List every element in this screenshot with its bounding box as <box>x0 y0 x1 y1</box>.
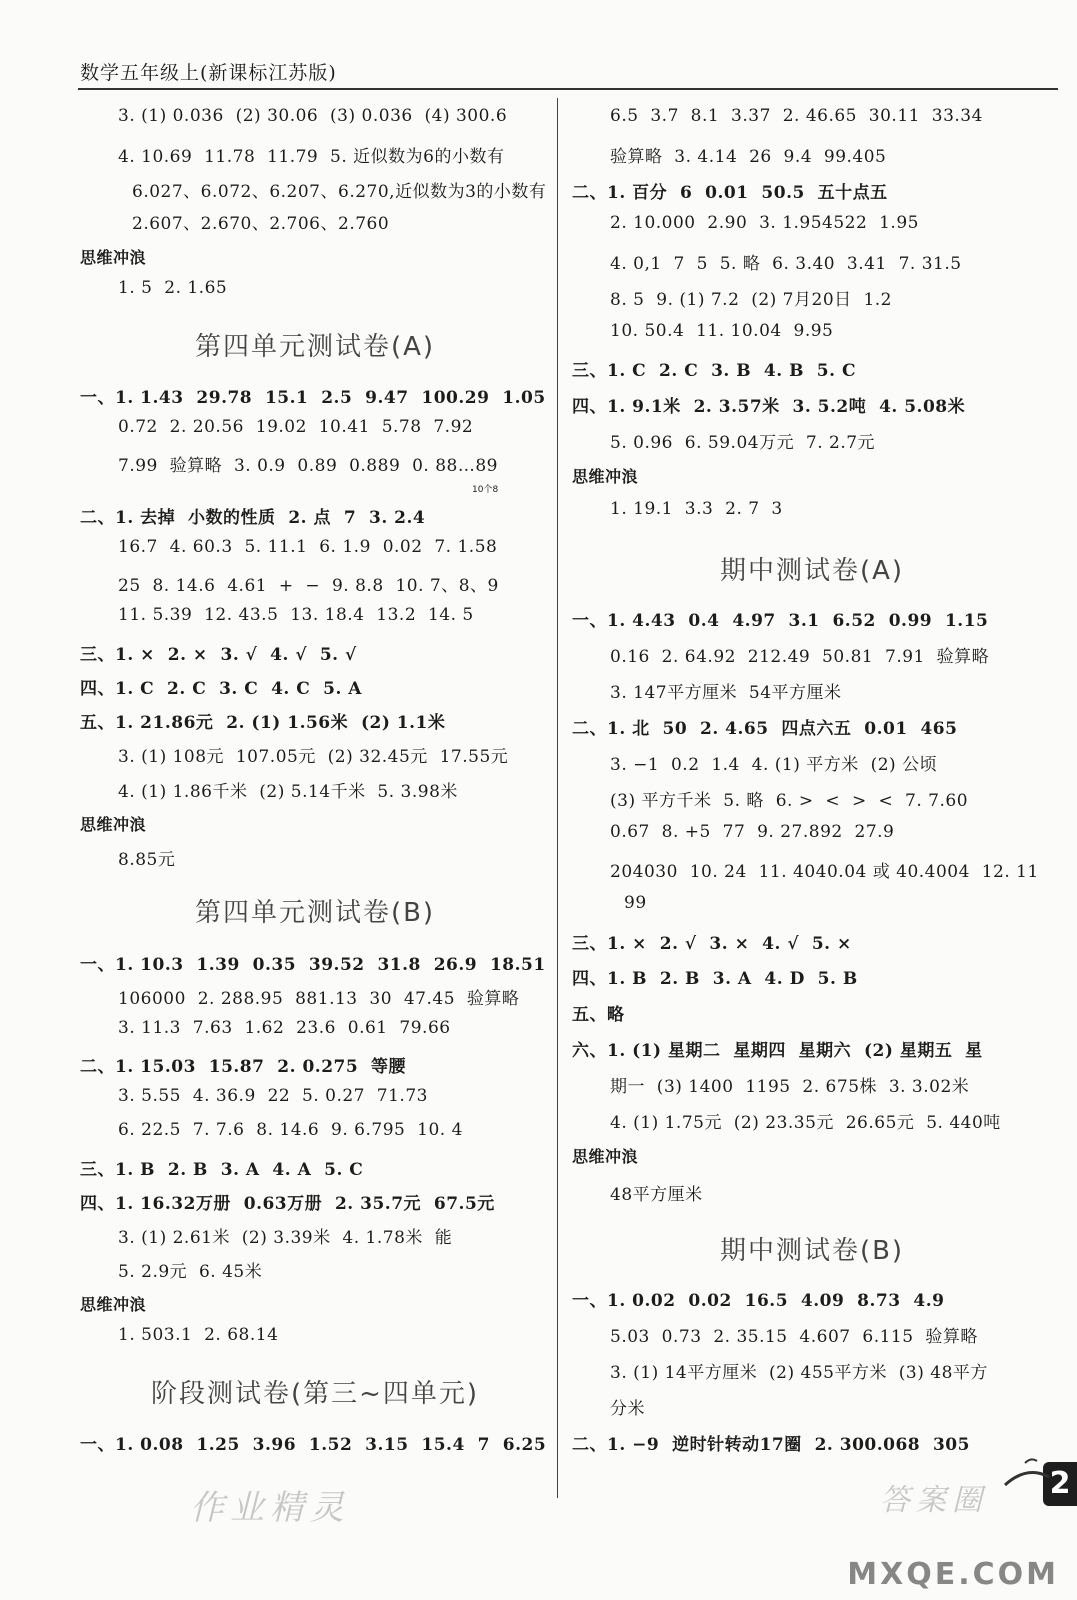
section-title: 第四单元测试卷(A) <box>194 332 436 362</box>
answer-line: 16.7 4. 60.3 5. 11.1 6. 1.9 0.02 7. 1.58 <box>118 537 498 557</box>
answer-line: 8. 5 9. (1) 7.2 (2) 7月20日 1.2 <box>610 290 892 310</box>
answer-line: 一、1. 1.43 29.78 15.1 2.5 9.47 100.29 1.05 <box>80 388 546 408</box>
watermark-site: MXQE.COM <box>847 1557 1059 1592</box>
answer-line: 5. 2.9元 6. 45米 <box>118 1262 263 1282</box>
answer-line: 4. (1) 1.75元 (2) 23.35元 26.65元 5. 440吨 <box>610 1113 1001 1133</box>
answer-line: 二、1. 百分 6 0.01 50.5 五十点五 <box>572 183 888 203</box>
answer-line: 二、1. 15.03 15.87 2. 0.275 等腰 <box>80 1057 407 1077</box>
answer-line: 四、1. 16.32万册 0.63万册 2. 35.7元 67.5元 <box>80 1194 495 1214</box>
answer-line: 3. (1) 14平方厘米 (2) 455平方米 (3) 48平方 <box>610 1363 988 1383</box>
answer-line: 1. 5 2. 1.65 <box>118 278 228 298</box>
answer-line: 3. (1) 108元 107.05元 (2) 32.45元 17.55元 <box>118 747 509 767</box>
answer-line: 6. 22.5 7. 7.6 8. 14.6 9. 6.795 10. 4 <box>118 1120 463 1140</box>
answer-line: 48平方厘米 <box>610 1185 703 1205</box>
answer-line: 4. 10.69 11.78 11.79 5. 近似数为6的小数有 <box>118 147 505 167</box>
section-label-thinking: 思维冲浪 <box>80 248 147 267</box>
answer-line: 三、1. × 2. × 3. √ 4. √ 5. √ <box>80 645 357 665</box>
answer-line: 分米 <box>610 1399 645 1419</box>
answer-line: 四、1. C 2. C 3. C 4. C 5. A <box>80 679 362 699</box>
answer-line: 三、1. B 2. B 3. A 4. A 5. C <box>80 1160 364 1180</box>
column-divider <box>557 98 558 1498</box>
answer-line: 五、略 <box>572 1005 625 1025</box>
watermark-stamp: 答案圈 <box>880 1483 988 1518</box>
answer-line: 四、1. B 2. B 3. A 4. D 5. B <box>572 969 858 989</box>
answer-line: 6.5 3.7 8.1 3.37 2. 46.65 30.11 33.34 <box>610 106 983 126</box>
answer-line: 2.607、2.670、2.706、2.760 <box>132 214 390 234</box>
answer-line: 6.027、6.072、6.207、6.270,近似数为3的小数有 <box>132 182 547 202</box>
section-label-thinking: 思维冲浪 <box>80 1295 147 1314</box>
answer-line: 10. 50.4 11. 10.04 9.95 <box>610 321 834 341</box>
answer-line: 3. 5.55 4. 36.9 22 5. 0.27 71.73 <box>118 1086 428 1106</box>
answer-line: 25 8. 14.6 4.61 + − 9. 8.8 10. 7、8、9 <box>118 576 499 596</box>
page-number: 2 <box>1043 1462 1077 1506</box>
answer-line: 3. 11.3 7.63 1.62 23.6 0.61 79.66 <box>118 1018 451 1038</box>
answer-line: 五、1. 21.86元 2. (1) 1.56米 (2) 1.1米 <box>80 713 446 733</box>
answer-line: 3. 147平方厘米 54平方厘米 <box>610 683 842 703</box>
section-title: 第四单元测试卷(B) <box>194 898 436 928</box>
answer-line: 3. (1) 0.036 (2) 30.06 (3) 0.036 (4) 300.6 <box>118 106 508 126</box>
answer-line: 0.67 8. +5 77 9. 27.892 27.9 <box>610 822 895 842</box>
answer-line: 验算略 3. 4.14 26 9.4 99.405 <box>610 147 887 167</box>
answer-line: 106000 2. 288.95 881.13 30 47.45 验算略 <box>118 989 520 1009</box>
section-title: 阶段测试卷(第三~四单元) <box>150 1379 480 1409</box>
answer-line: 二、1. −9 逆时针转动17圈 2. 300.068 305 <box>572 1435 970 1455</box>
answer-line: 1. 19.1 3.3 2. 7 3 <box>610 499 783 519</box>
answer-line: 0.72 2. 20.56 19.02 10.41 5.78 7.92 <box>118 417 474 437</box>
apple-logo-icon <box>997 1455 1057 1495</box>
answer-line: 204030 10. 24 11. 4040.04 或 40.4004 12. 11 <box>610 862 1039 882</box>
answer-line: 99 <box>624 893 647 913</box>
section-label-thinking: 思维冲浪 <box>80 815 147 834</box>
answer-line: 三、1. C 2. C 3. B 4. B 5. C <box>572 361 857 381</box>
repeat-note: 10个8 <box>472 485 499 495</box>
section-title: 期中测试卷(A) <box>719 556 905 586</box>
section-title: 期中测试卷(B) <box>719 1236 905 1266</box>
answer-line: 六、1. (1) 星期二 星期四 星期六 (2) 星期五 星 <box>572 1041 983 1061</box>
header-rule <box>78 88 1058 90</box>
answer-line: 3. −1 0.2 1.4 4. (1) 平方米 (2) 公顷 <box>610 755 938 775</box>
answer-line: 5. 0.96 6. 59.04万元 7. 2.7元 <box>610 433 876 453</box>
answer-line: 8.85元 <box>118 850 176 870</box>
watermark-text: 作业精灵 <box>190 1488 350 1528</box>
answer-line: 11. 5.39 12. 43.5 13. 18.4 13.2 14. 5 <box>118 605 474 625</box>
answer-line: 4. (1) 1.86千米 (2) 5.14千米 5. 3.98米 <box>118 782 458 802</box>
answer-line: 一、1. 0.08 1.25 3.96 1.52 3.15 15.4 7 6.25 <box>80 1435 547 1455</box>
answer-line: 二、1. 北 50 2. 4.65 四点六五 0.01 465 <box>572 719 958 739</box>
answer-line: 二、1. 去掉 小数的性质 2. 点 7 3. 2.4 <box>80 508 426 528</box>
answer-line: 一、1. 0.02 0.02 16.5 4.09 8.73 4.9 <box>572 1291 945 1311</box>
answer-line: 一、1. 10.3 1.39 0.35 39.52 31.8 26.9 18.51 <box>80 955 546 975</box>
answer-line: 一、1. 4.43 0.4 4.97 3.1 6.52 0.99 1.15 <box>572 611 989 631</box>
section-label-thinking: 思维冲浪 <box>572 1147 639 1166</box>
answer-line: 1. 503.1 2. 68.14 <box>118 1325 279 1345</box>
answer-line: 3. (1) 2.61米 (2) 3.39米 4. 1.78米 能 <box>118 1228 453 1248</box>
answer-line: 7.99 验算略 3. 0.9 0.89 0.889 0. 88…89 <box>118 456 498 476</box>
page-header: 数学五年级上(新课标江苏版) <box>80 62 337 84</box>
answer-line: 0.16 2. 64.92 212.49 50.81 7.91 验算略 <box>610 647 990 667</box>
answer-line: 4. 0,1 7 5 5. 略 6. 3.40 3.41 7. 31.5 <box>610 254 962 274</box>
answer-line: 2. 10.000 2.90 3. 1.954522 1.95 <box>610 213 919 233</box>
answer-line: 三、1. × 2. √ 3. × 4. √ 5. × <box>572 934 852 954</box>
answer-line: (3) 平方千米 5. 略 6. > < > < 7. 7.60 <box>610 791 969 811</box>
answer-line: 期一 (3) 1400 1195 2. 675株 3. 3.02米 <box>610 1077 970 1097</box>
answer-line: 四、1. 9.1米 2. 3.57米 3. 5.2吨 4. 5.08米 <box>572 397 966 417</box>
section-label-thinking: 思维冲浪 <box>572 467 639 486</box>
answer-line: 5.03 0.73 2. 35.15 4.607 6.115 验算略 <box>610 1327 978 1347</box>
